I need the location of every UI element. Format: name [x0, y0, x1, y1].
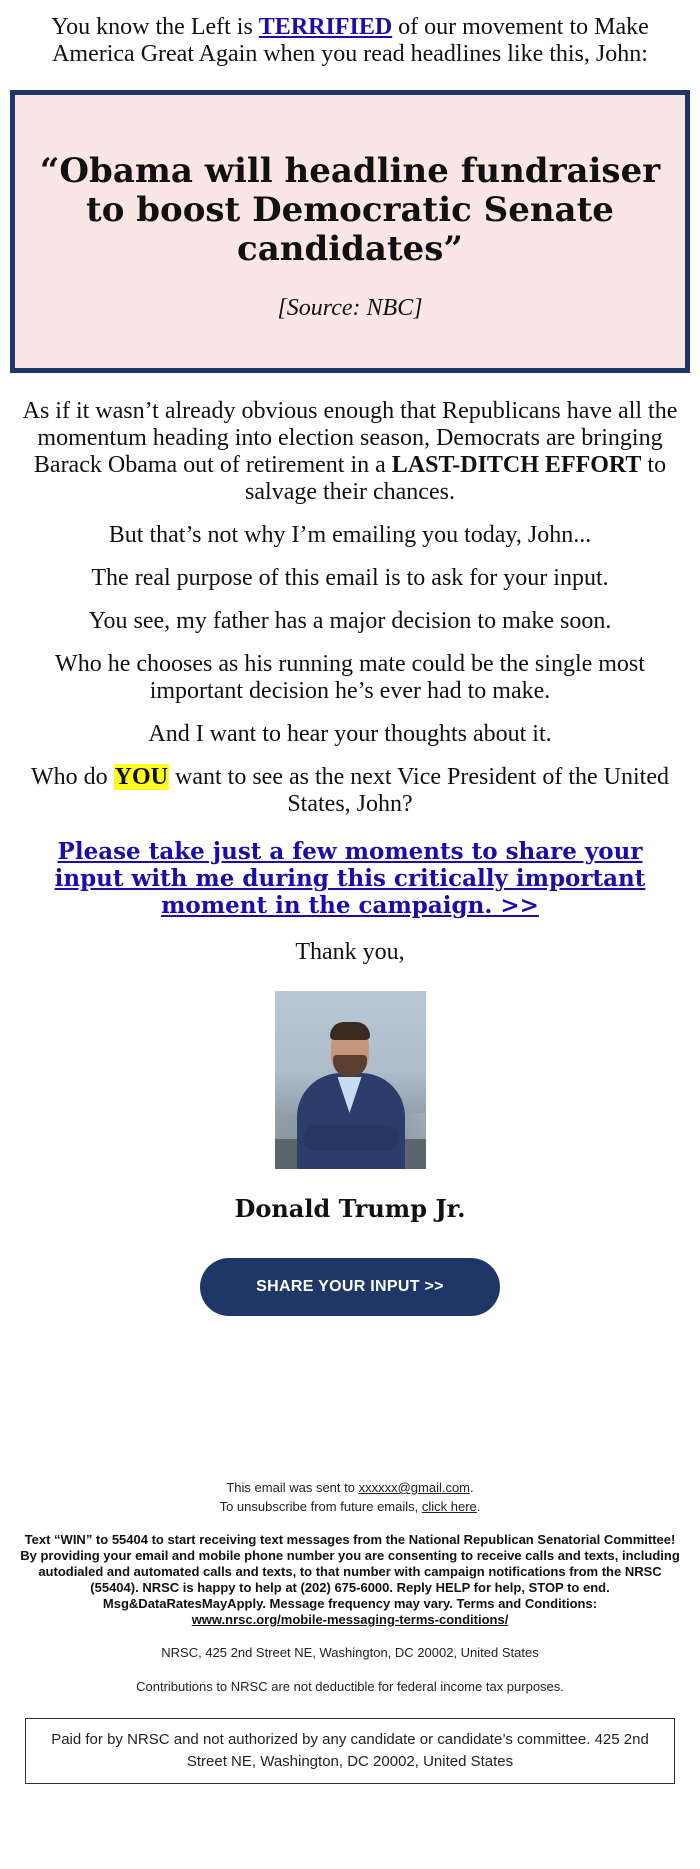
- intro-text: You know the Left is: [51, 14, 259, 40]
- paragraph-decision: You see, my father has a major decision to make soon.: [88, 608, 612, 634]
- last-ditch-effort: LAST-DITCH EFFORT: [391, 452, 642, 478]
- paragraph-running-mate: Who he chooses as his running mate could be the single most important decision he’s ever had to make.: [55, 651, 645, 704]
- sent-to-text: This email was sent to: [226, 1480, 359, 1495]
- share-input-link[interactable]: Please take just a few moments to share your input with me during this critically important moment in the campaign. >>: [54, 838, 646, 919]
- footer-deductible: Contributions to NRSC are not deductible for federal income tax purposes.: [136, 1679, 564, 1694]
- headline-quote-box: [10, 90, 690, 373]
- unsubscribe-text: To unsubscribe from future emails,: [219, 1499, 422, 1514]
- momentum-text: As if it wasn’t already obvious enough that Republicans have all the momentum heading into election season, Democrats are bringing Barack Obama out of retirement in a: [22, 398, 678, 478]
- vp-text: Who do: [31, 764, 114, 790]
- terms-conditions-link[interactable]: www.nrsc.org/mobile-messaging-terms-conditions/: [191, 1612, 509, 1627]
- paragraph-momentum: [13, 398, 687, 506]
- vp-text-end: want to see as the next Vice President of the United States, John?: [169, 764, 669, 817]
- footer-unsubscribe: [7, 1497, 693, 1516]
- recipient-email-link[interactable]: xxxxxx@gmail.com: [358, 1480, 471, 1495]
- momentum-text-end: to salvage their chances.: [245, 452, 667, 505]
- footer-sent-to: [7, 1478, 693, 1497]
- quote-headline: “Obama will headline fundraiser to boost Democratic Senate candidates”: [39, 151, 661, 269]
- unsubscribe-link[interactable]: click here: [421, 1499, 477, 1514]
- paragraph-why-emailing: But that’s not why I’m emailing you today, John...: [108, 522, 592, 548]
- share-your-input-button[interactable]: SHARE YOUR INPUT >>: [200, 1258, 500, 1316]
- email-body: [7, 0, 693, 1784]
- paid-for-disclaimer: Paid for by NRSC and not authorized by any candidate or candidate’s committee. 425 2nd Street NE, Washington, DC 20002, United States: [25, 1718, 675, 1784]
- quote-source: [Source: NBC]: [277, 295, 423, 321]
- unsubscribe-end: .: [476, 1499, 481, 1514]
- you-highlight: YOU: [114, 764, 168, 790]
- intro-text-end: of our movement to Make America Great Again when you read headlines like this, John:: [52, 14, 649, 67]
- paragraph-vice-president: [13, 764, 687, 818]
- paragraph-purpose: The real purpose of this email is to ask for your input.: [91, 565, 609, 591]
- sent-to-end: .: [470, 1480, 474, 1495]
- sms-legal-text: [17, 1532, 683, 1628]
- thank-you-text: Thank you,: [295, 939, 405, 965]
- intro-paragraph: [13, 14, 687, 68]
- signer-photo: [275, 991, 426, 1169]
- terrified-link[interactable]: TERRIFIED: [258, 14, 393, 40]
- sms-terms-text: Text “WIN” to 55404 to start receiving text messages from the National Republican Senatorial Committee! By providing your email and mobile phone number you are consenting to receive calls and texts, including autodialed and automated calls and texts, to that number with campaign notifications from the NRSC (55404). NRSC is happy to help at (202) 675-6000. Reply HELP for help, STOP to end. Msg&DataRatesMayApply. Message frequency may vary. Terms and Conditions:: [20, 1532, 680, 1611]
- signature-name: Donald Trump Jr.: [234, 1194, 466, 1223]
- paragraph-thoughts: And I want to hear your thoughts about it.: [148, 721, 552, 747]
- footer-address: NRSC, 425 2nd Street NE, Washington, DC 20002, United States: [161, 1645, 539, 1660]
